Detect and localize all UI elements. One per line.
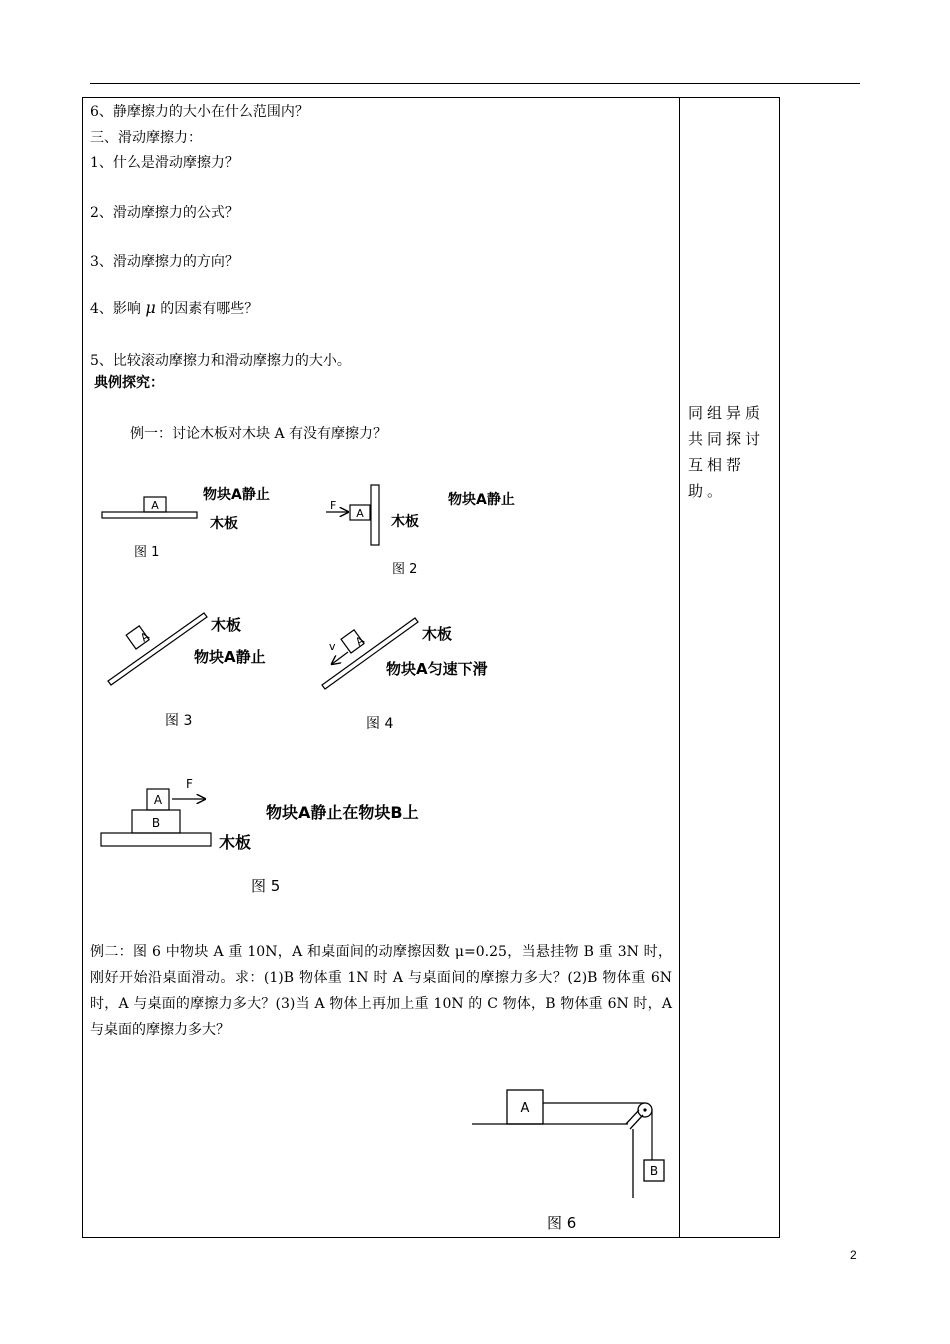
example-2-paragraph: 例二：图 6 中物块 A 重 10N，A 和桌面间的动摩擦因数 μ=0.25，当悬挂物 B 重 3N 时，刚好开始沿桌面滑动。求：(1)B 物体重 1N 时 A 与桌面间的摩擦力多大？(2)B 物体重 6N 时，A 与桌面的摩擦力多大？(3)当 A 物体上再加上重 10N 的 C 物体，B 物体重 6N 时，A 与桌面的摩擦力多大？: [90, 944, 672, 1038]
fig1-block-label: A: [151, 499, 159, 512]
sliding-q4-post: 的因素有哪些？: [160, 301, 259, 317]
fig3-caption: 图 3: [165, 713, 193, 729]
fig1-label-board: 木板: [210, 516, 238, 532]
figure-4: [322, 618, 489, 732]
fig5-board: [101, 833, 211, 846]
sliding-q5: 5、比较滚动摩擦力和滑动摩擦力的大小。: [90, 353, 351, 369]
figure-1: [102, 486, 270, 560]
fig4-block-label: A: [353, 633, 367, 649]
page-number: 2: [850, 1248, 857, 1262]
fig1-label-block: 物块A静止: [203, 487, 270, 503]
fig2-label-block: 物块A静止: [448, 492, 515, 508]
fig5-label-block: 物块A静止在物块B上: [266, 803, 419, 822]
fig4-incline: [322, 618, 418, 689]
fig3-incline: [108, 613, 207, 685]
fig3-block-label: A: [138, 629, 152, 645]
sliding-q4-pre: 4、影响: [90, 301, 141, 317]
fig6-caption: 图 6: [547, 1214, 577, 1232]
sliding-q1: 1、什么是滑动摩擦力？: [90, 155, 239, 171]
fig5-force-label: F: [186, 777, 193, 791]
example-2-text: [90, 939, 672, 1043]
fig5-block-b-label: B: [151, 816, 161, 830]
mu-symbol: μ: [145, 298, 156, 317]
fig6-pulley-axle: [643, 1108, 646, 1111]
fig2-label-board: 木板: [391, 514, 419, 530]
fig5-label-board: 木板: [219, 833, 252, 852]
fig6-block-a-label: A: [520, 1101, 530, 1116]
side-note: 同组异质共同探讨互相帮助。: [688, 404, 765, 500]
example-1-prompt: 例一：讨论木板对木块 A 有没有摩擦力？: [130, 426, 388, 442]
figure-6: [472, 1090, 664, 1232]
fig2-force-label: F: [330, 499, 337, 512]
fig4-velocity-arrow: [332, 652, 348, 664]
fig1-board: [102, 512, 197, 518]
sliding-q3: 3、滑动摩擦力的方向？: [90, 254, 239, 270]
figure-3: [108, 613, 266, 729]
fig3-label-board: 木板: [211, 616, 242, 634]
fig4-velocity-label: v: [329, 640, 336, 653]
fig2-board: [371, 485, 379, 545]
figure-2: [326, 485, 515, 577]
fig2-block-label: A: [356, 507, 364, 520]
fig6-block-b-label: B: [649, 1164, 659, 1178]
question-6: 6、静摩擦力的大小在什么范围内？: [90, 104, 309, 120]
figure-5: [101, 777, 419, 895]
fig4-label-board: 木板: [422, 625, 453, 643]
fig5-caption: 图 5: [251, 877, 281, 895]
sliding-q2: 2、滑动摩擦力的公式？: [90, 205, 239, 221]
fig2-caption: 图 2: [392, 562, 418, 577]
fig3-label-block: 物块A静止: [194, 648, 266, 666]
fig4-caption: 图 4: [366, 716, 394, 732]
section-3-heading: 三、滑动摩擦力：: [90, 130, 202, 146]
fig4-label-motion: 物块A匀速下滑: [386, 660, 488, 678]
fig5-block-a-label: A: [153, 793, 163, 807]
typical-examples-heading: 典例探究：: [94, 375, 164, 391]
fig1-caption: 图 1: [134, 545, 160, 560]
